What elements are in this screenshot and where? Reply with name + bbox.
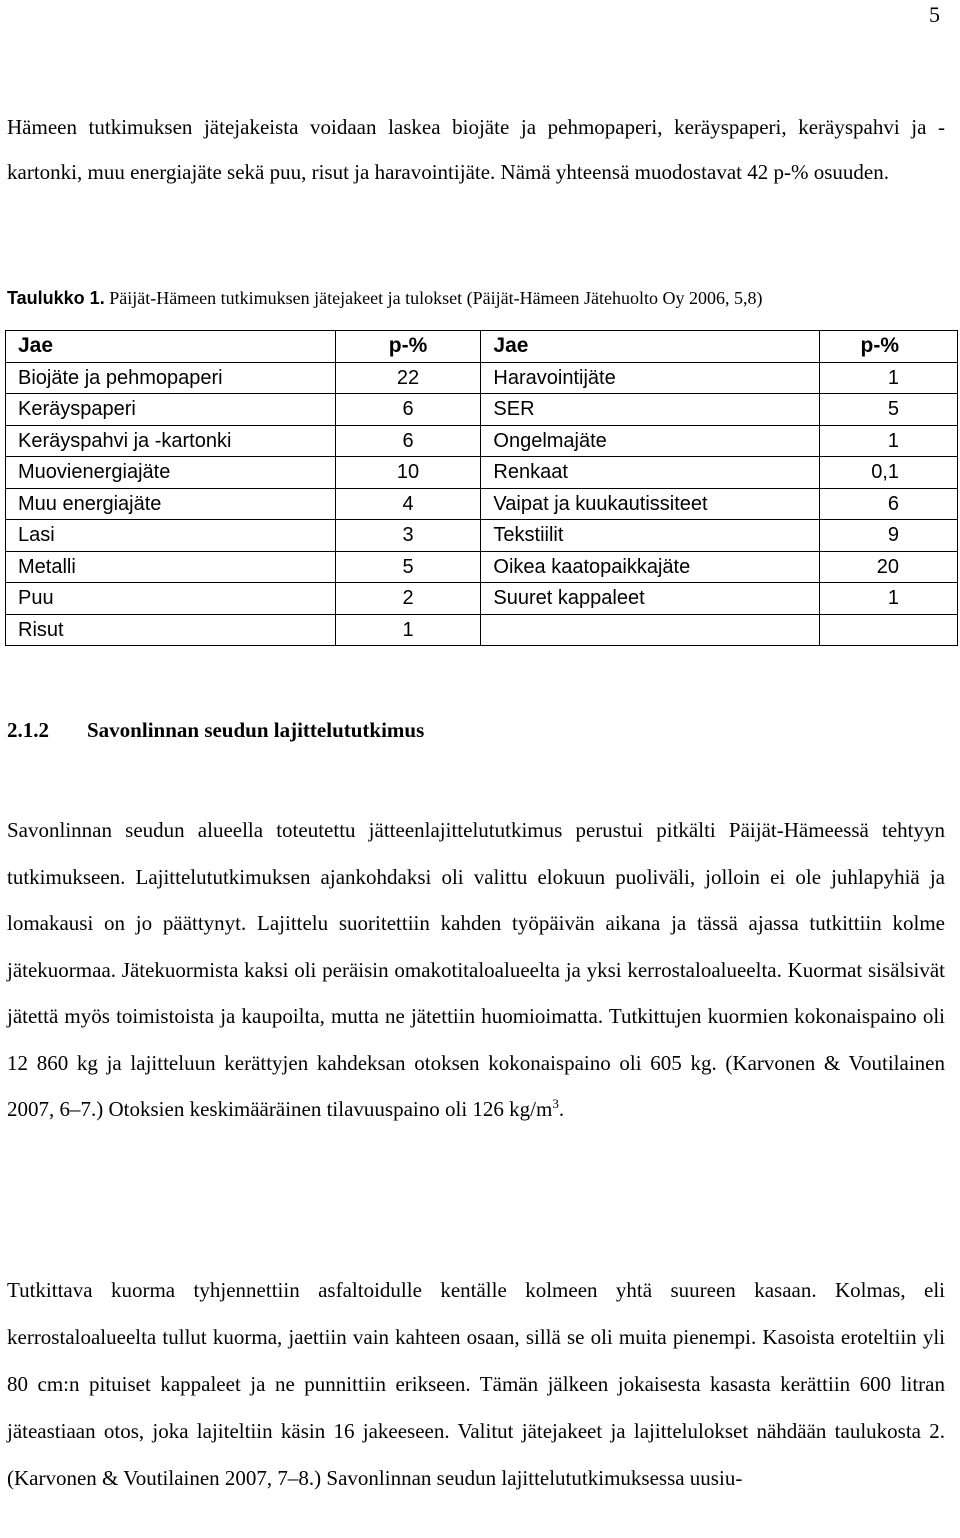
- table-row: [6, 457, 958, 489]
- cell-percent: 6: [335, 425, 481, 457]
- cell-percent: 9: [820, 520, 958, 552]
- section-number: 2.1.2: [7, 718, 49, 742]
- cell-percent: 0,1: [820, 457, 958, 489]
- cell-fraction: Oikea kaatopaikkajäte: [481, 551, 820, 583]
- table-row: [6, 362, 958, 394]
- body-paragraph-2: [7, 807, 945, 1133]
- cell-fraction: [481, 614, 820, 646]
- header-percent-left: p-%: [335, 331, 481, 363]
- cell-percent: 22: [335, 362, 481, 394]
- body-paragraph-3: Tutkittava kuorma tyhjennettiin asfaltoidulle kentälle kolmeen yhtä suureen kasaan. Kolmas, eli kerrostaloalueelta tullut kuorma, jaettiin vain kahteen osaan, sillä se oli muita pienempi. Kasoista eroteltiin yli 80 cm:n pituiset kappaleet ja ne punnittiin erikseen. Tämän jälkeen jokaisesta kasasta kerättiin 600 litran jäteastiaan otos, joka lajiteltiin käsin 16 jakeeseen. Valitut jätejakeet ja lajittelulokset nähdään taulukosta 2. (Karvonen & Voutilainen 2007, 7–8.) Savonlinnan seudun lajittelututkimuksessa uusiu-: [7, 1278, 945, 1490]
- cell-percent: 2: [335, 583, 481, 615]
- cell-fraction: Tekstiilit: [481, 520, 820, 552]
- header-jae-right: Jae: [481, 331, 820, 363]
- cell-percent: 6: [820, 488, 958, 520]
- header-jae-left: Jae: [6, 331, 336, 363]
- cell-percent: 1: [335, 614, 481, 646]
- cell-fraction: Metalli: [6, 551, 336, 583]
- table-caption: [7, 288, 952, 309]
- cell-fraction: Muu energiajäte: [6, 488, 336, 520]
- cell-fraction: Keräyspaperi: [6, 394, 336, 426]
- cell-fraction: Renkaat: [481, 457, 820, 489]
- page-number: 5: [929, 2, 940, 27]
- cell-fraction: Keräyspahvi ja -kartonki: [6, 425, 336, 457]
- cell-percent: 5: [820, 394, 958, 426]
- section-heading: [7, 718, 424, 743]
- cell-percent: 10: [335, 457, 481, 489]
- cell-fraction: Puu: [6, 583, 336, 615]
- cell-percent: 20: [820, 551, 958, 583]
- intro-paragraph: Hämeen tutkimuksen jätejakeista voidaan laskea biojäte ja pehmopaperi, keräyspaperi, keräyspahvi ja -kartonki, muu energiajäte sekä puu, risut ja haravointijäte. Nämä yhteensä muodostavat 42 p-% osuuden.: [7, 115, 945, 184]
- table-row: [6, 583, 958, 615]
- section-title: Savonlinnan seudun lajittelututkimus: [87, 718, 425, 742]
- cell-fraction: Muovienergiajäte: [6, 457, 336, 489]
- paragraph-text: Savonlinnan seudun alueella toteutettu jätteenlajittelututkimus perustui pitkälti Päijät-Hämeessä tehtyyn tutkimukseen. Lajittelututkimuksen ajankohdaksi oli valittu elokuun puoliväli, jolloin ei ole juhlapyhiä ja lomakausi on jo päättynyt. Lajittelu suoritettiin kahden työpäivän aikana ja tässä ajassa tutkittiin kolme jätekuormaa. Jätekuormista kaksi oli peräisin omakotitaloalueelta ja yksi kerrostaloalueelta. Kuormat sisälsivät jätettä myös toimistoista ja kaupoilta, mutta ne jätettiin huomioimatta. Tutkittujen kuormien kokonaispaino oli 12 860 kg ja lajitteluun kerättyjen kahdeksan otoksen kokonaispaino oli 605 kg. (Karvonen & Voutilainen 2007, 6–7.) Otoksien keskimääräinen tilavuuspaino oli 126 kg/m: [7, 818, 945, 1121]
- cell-fraction: Suuret kappaleet: [481, 583, 820, 615]
- cell-percent: 6: [335, 394, 481, 426]
- cell-percent: 1: [820, 425, 958, 457]
- cell-fraction: Ongelmajäte: [481, 425, 820, 457]
- table-row: [6, 520, 958, 552]
- table-caption-text: Päijät-Hämeen tutkimuksen jätejakeet ja tulokset (Päijät-Hämeen Jätehuolto Oy 2006, 5,8): [109, 288, 763, 308]
- cell-fraction: SER: [481, 394, 820, 426]
- cell-percent: [820, 614, 958, 646]
- cell-percent: 3: [335, 520, 481, 552]
- cell-percent: 1: [820, 362, 958, 394]
- cell-percent: 1: [820, 583, 958, 615]
- table-row: [6, 488, 958, 520]
- table-caption-label: Taulukko 1.: [7, 288, 105, 308]
- table-row: [6, 394, 958, 426]
- cell-fraction: Vaipat ja kuukautissiteet: [481, 488, 820, 520]
- cell-fraction: Risut: [6, 614, 336, 646]
- table-row: [6, 551, 958, 583]
- cell-percent: 5: [335, 551, 481, 583]
- table-row: [6, 614, 958, 646]
- paragraph-end: .: [558, 1097, 565, 1121]
- cell-percent: 4: [335, 488, 481, 520]
- table-row: [6, 425, 958, 457]
- superscript: 3: [552, 1096, 559, 1111]
- header-percent-right: p-%: [820, 331, 958, 363]
- cell-fraction: Lasi: [6, 520, 336, 552]
- waste-fractions-table: [5, 330, 958, 646]
- table-header-row: [6, 331, 958, 363]
- cell-fraction: Biojäte ja pehmopaperi: [6, 362, 336, 394]
- cell-fraction: Haravointijäte: [481, 362, 820, 394]
